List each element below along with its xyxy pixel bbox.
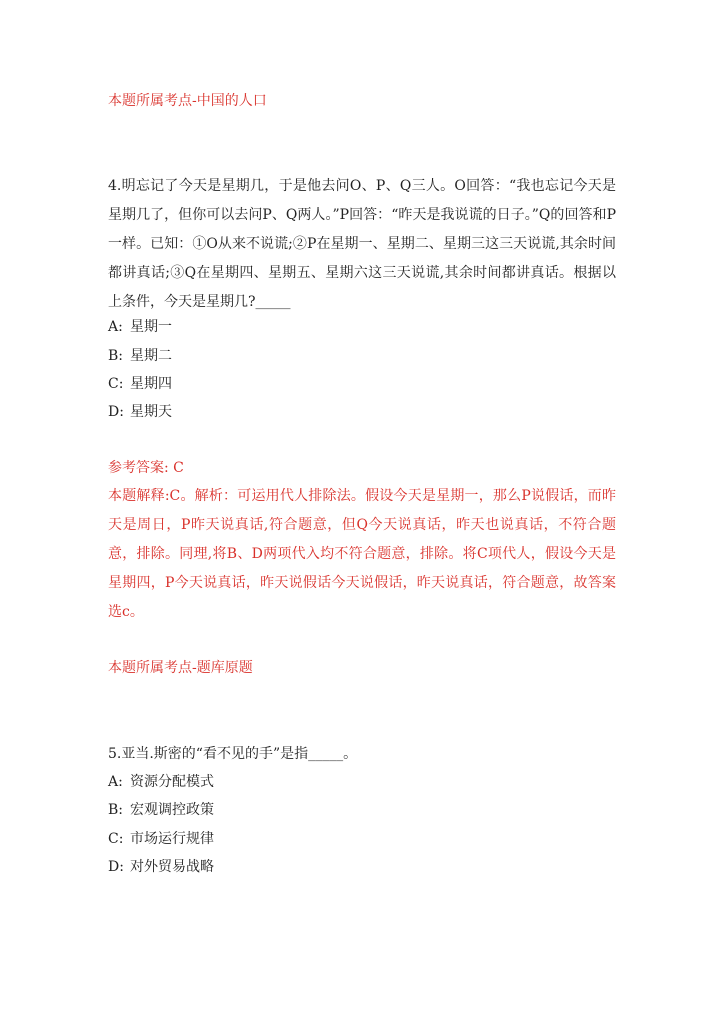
question-4-option-a xyxy=(108,318,172,336)
question-5-option-c xyxy=(108,830,214,848)
question-4-option-d xyxy=(108,403,172,421)
option-text: 对外贸易战略 xyxy=(130,859,214,875)
option-letter: D: xyxy=(108,859,124,875)
option-text: 星期天 xyxy=(130,404,172,420)
question-4-option-c xyxy=(108,375,172,393)
option-letter: A: xyxy=(108,774,123,790)
question-5-stem: 5.亚当.斯密的“看不见的手”是指_____。 xyxy=(108,746,358,762)
option-letter: C: xyxy=(108,831,124,847)
question-4-option-b xyxy=(108,347,172,365)
option-text: 星期一 xyxy=(130,319,172,335)
option-letter: B: xyxy=(108,348,124,364)
option-letter: A: xyxy=(108,319,123,335)
option-text: 星期二 xyxy=(130,348,172,364)
option-letter: D: xyxy=(108,404,124,420)
answer-explanation: 本题解释:C。解析：可运用代人排除法。假设今天是星期一，那么P说假话，而昨天是周日，P昨天说真话,符合题意，但Q今天说真话，昨天也说真话，不符合题意，排除。同理,将B、D两项代入均不符合题意，排除。将C项代人，假设今天是星期四，P今天说真话，昨天说假话今天说假话，昨天说真话，符合题意，故答案选c。 xyxy=(108,488,616,620)
question-4-stem: 4.明忘记了今天是星期几，于是他去问O、P、Q三人。O回答：“我也忘记今天是星期几了，但你可以去问P、Q两人。”P回答：“昨天是我说谎的日子。”Q的回答和P一样。已知：①O从来不说谎;②P在星期一、星期二、星期三这三天说谎,其余时间都讲真话;③Q在星期四、星期五、星期六这三天说谎,其余时间都讲真话。根据以上条件，今天是星期几?_____ xyxy=(108,178,616,310)
topic-label-1: 本题所属考点-中国的人口 xyxy=(108,93,267,109)
answer-label: 参考答案: C xyxy=(108,460,184,476)
option-text: 星期四 xyxy=(130,376,172,392)
option-letter: B: xyxy=(108,802,124,818)
question-5-option-a xyxy=(108,773,214,791)
question-5-option-d xyxy=(108,858,214,876)
option-text: 市场运行规律 xyxy=(130,831,214,847)
option-letter: C: xyxy=(108,376,124,392)
option-text: 资源分配模式 xyxy=(130,774,214,790)
option-text: 宏观调控政策 xyxy=(130,802,214,818)
question-5-option-b xyxy=(108,801,214,819)
topic-label-2: 本题所属考点-题库原题 xyxy=(108,660,253,676)
